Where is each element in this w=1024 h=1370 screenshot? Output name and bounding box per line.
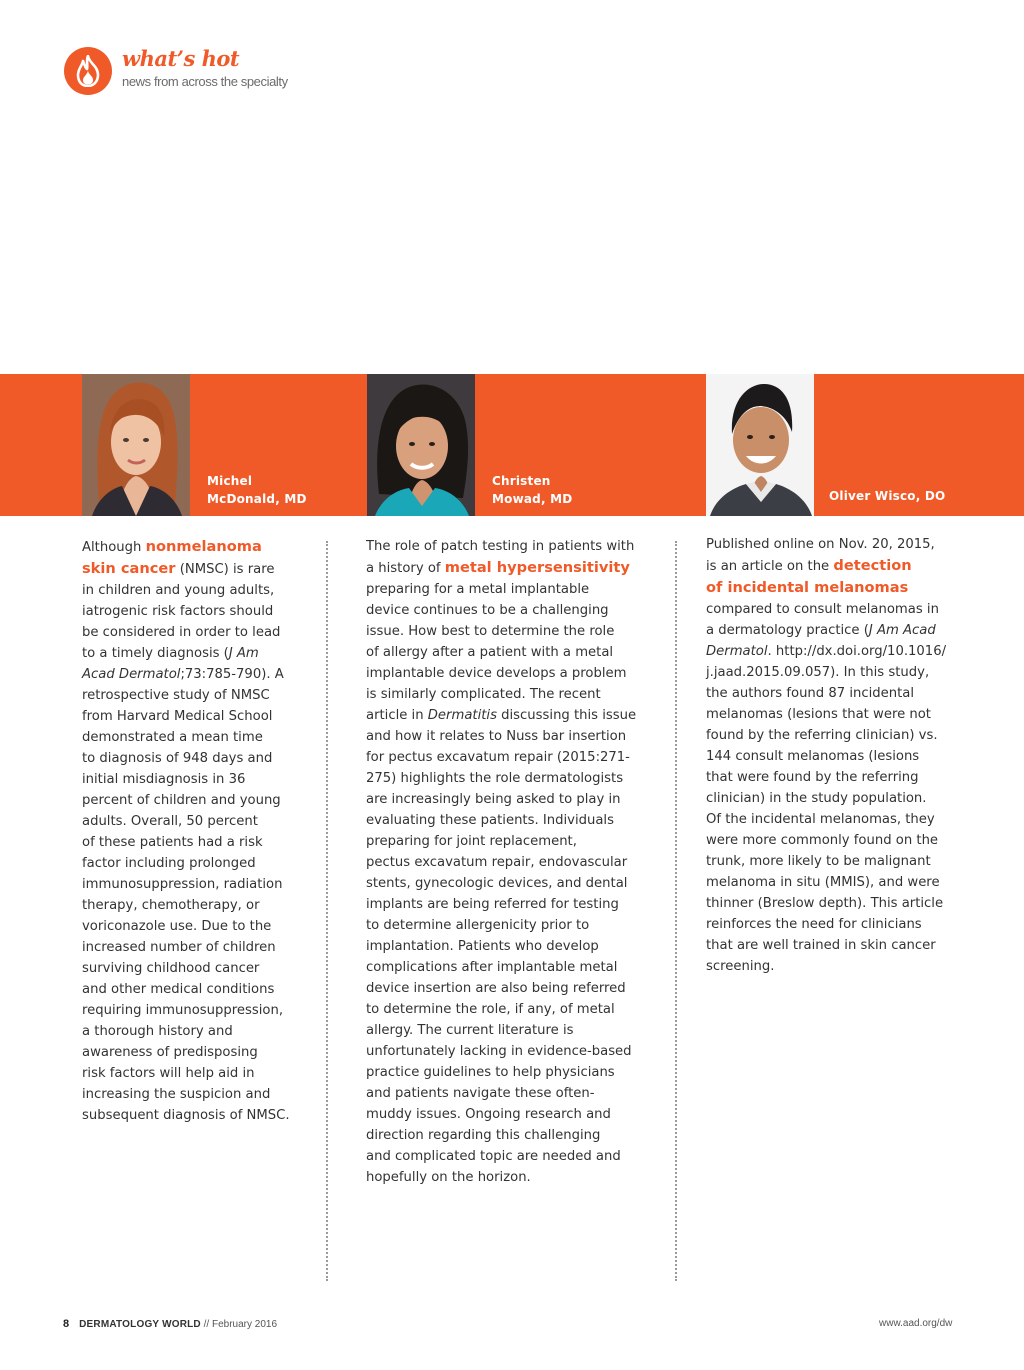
author-photo-wisco bbox=[706, 374, 814, 516]
issue-date: February 2016 bbox=[211, 1319, 278, 1330]
author-photo-mcdonald bbox=[82, 374, 190, 516]
section-subtitle: news from across the specialty bbox=[122, 74, 288, 89]
author-name-wisco: Oliver Wisco, DO bbox=[829, 489, 946, 503]
highlight-incidental-melanomas: of incidental melanomas bbox=[706, 579, 909, 596]
doi-link[interactable]: . http://dx.doi.org/10.1016/ bbox=[767, 644, 947, 659]
author-name-mowad: Christen Mowad, MD bbox=[492, 474, 573, 506]
highlight-metal-hypersensitivity: metal hypersensitivity bbox=[444, 559, 630, 576]
article-nmsc: Although nonmelanoma skin cancer (NMSC) is rare in children and young adults, iatrogenic risk factors should be considered in order to lead to a timely diagnosis (J Am Acad Dermatol;73:785-790). A retrospective study of NMSC from Harvard Medical School demonstrated a mean time to diagnosis of 948 days and initial misdiagnosis in 36 percent of children and young adults. Overall, 50 percent of these patients had a risk factor including prolonged immunosuppression, radiation therapy, chemotherapy, or voriconazole use. Due to the increased number of children surviving childhood cancer and other medical conditions requiring immunosuppression, a thorough history and awareness of predisposing risk factors will help aid in increasing the suspicion and subsequent diagnosis of NMSC. bbox=[82, 538, 290, 1123]
author-photo-mowad bbox=[367, 374, 475, 516]
article-metal-hypersensitivity: The role of patch testing in patients with a history of metal hypersensitivity preparing for a metal implantable device continues to be a challenging issue. How best to determine the role of allergy after a patient with a metal implantable device develops a problem is similarly complicated. The recent article in Dermatitis discussing this issue and how it relates to Nuss bar insertion for pectus excavatum repair (2015:271- 275) highlights the role dermatologists are increasingly being asked to play in evaluating these patients. Individuals preparing for joint replacement, pectus excavatum repair, endovascular stents, gynecologic devices, and dental implants are being referred for testing to determine allergenicity prior to implantation. Patients who develop complications after implantable metal device insertion are also being referred to determine the role, if any, of metal allergy. The current literature is unfortunately lacking in evidence-based practice guidelines to help physicians and patients navigate these often- muddy issues. Ongoing research and direction regarding this challenging and complicated topic are needed and hopefully on the horizon. bbox=[366, 539, 637, 1185]
footer-url[interactable]: www.aad.org/dw bbox=[879, 1318, 953, 1329]
column-divider-2 bbox=[675, 541, 677, 1281]
author-name-mcdonald: Michel McDonald, MD bbox=[207, 474, 307, 506]
column-divider-1 bbox=[326, 541, 328, 1281]
flame-logo bbox=[64, 47, 112, 95]
highlight-detection: detection bbox=[833, 557, 912, 574]
article-incidental-melanomas: Published online on Nov. 20, 2015, is an article on the detection of incidental melanomas compared to consult melanomas in a dermatology practice (J Am Acad Dermatol. http://dx.doi.org/10.1016/ j.jaad.2015.09.057). In this study, the authors found 87 incidental melanomas (lesions that were not found by the referring clinician) vs. 144 consult melanomas (lesions that were found by the referring clinician) in the study population. Of the incidental melanomas, they were more commonly found on the trunk, more likely to be malignant melanoma in situ (MMIS), and were thinner (Breslow depth). This article reinforces the need for clinicians that are well trained in skin cancer screening. bbox=[706, 537, 947, 974]
highlight-nonmelanoma: nonmelanoma bbox=[145, 538, 262, 555]
page-number: 8 bbox=[63, 1318, 70, 1330]
magazine-name: DERMATOLOGY WORLD bbox=[79, 1319, 201, 1330]
page-footer: 8 DERMATOLOGY WORLD // February 2016 bbox=[63, 1318, 278, 1330]
highlight-skin-cancer: skin cancer bbox=[82, 560, 176, 577]
flame-icon bbox=[74, 55, 102, 87]
section-title: what’s hot bbox=[122, 46, 240, 71]
